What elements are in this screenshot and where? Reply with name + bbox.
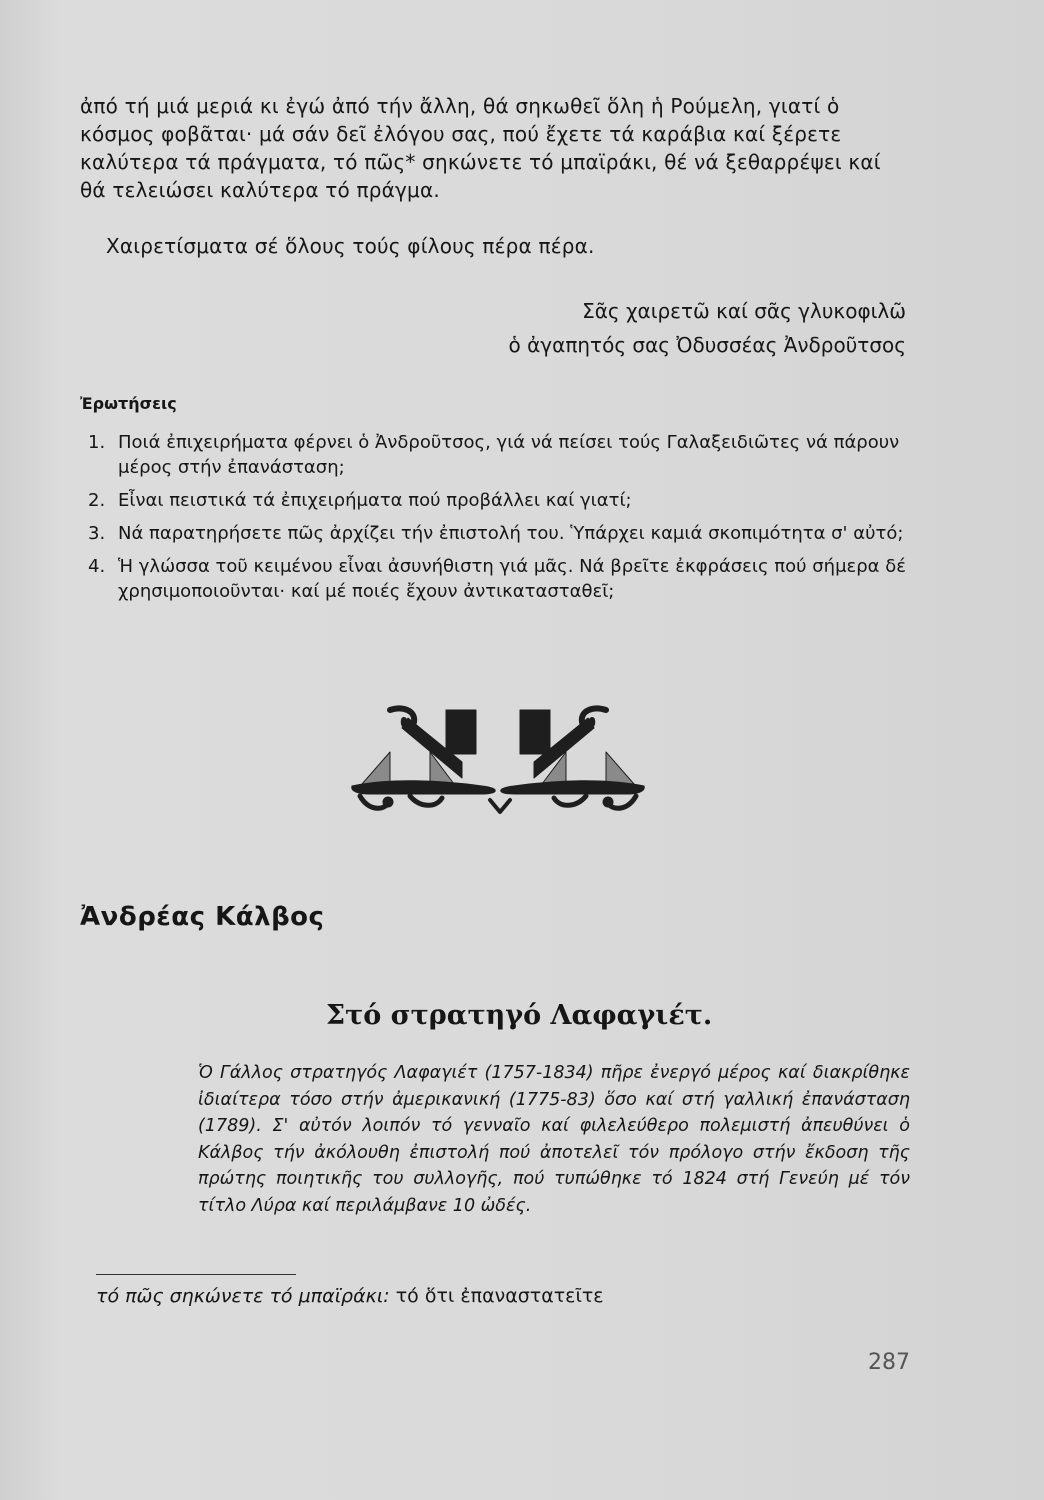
letter-paragraph: ἀπό τή μιά μεριά κι ἐγώ ἀπό τήν ἄλλη, θά σηκωθεῖ ὅλη ἡ Ρούμελη, γιατί ὁ κόσμος φοβᾶται· μά σάν δεῖ ἐλόγου σας, πού ἔχετε τά καράβια καί ξέρετε καλύτερα τά πράγματα, τό πῶς* σηκώνετε τό μπαϊράκι, θέ νά ξεθαρρέψει καί θά τελειώσει καλύτερα τό πράγμα. [80,94,881,202]
footnote-divider [96,1274,296,1275]
decorative-ornament-icon [350,700,646,818]
question-text: Νά παρατηρήσετε πῶς ἀρχίζει τήν ἐπιστολή του. Ὑπάρχει καμιά σκοπιμότητα σ' αὐτό; [118,523,904,544]
question-number: 2. [88,490,106,511]
letter-signature: ὁ ἀγαπητός σας Ὀδυσσέας Ἀνδροῦτσος [508,333,906,357]
footnote-term: τό πῶς σηκώνετε τό μπαϊράκι: [96,1285,390,1307]
page-number: 287 [868,1350,910,1375]
question-number: 1. [88,432,106,453]
question-item [88,554,918,604]
question-item [88,521,918,546]
author-heading: Ἀνδρέας Κάλβος [80,902,325,932]
footnote-definition: τό ὅτι ἐπαναστατεῖτε [395,1285,604,1307]
question-text: Εἶναι πειστικά τά ἐπιχειρήματα πού προβάλλει καί γιατί; [118,490,632,511]
letter-greeting: Χαιρετίσματα σέ ὅλους τούς φίλους πέρα πέρα. [106,234,595,258]
footnote [96,1285,604,1307]
questions-heading: Ἐρωτήσεις [80,394,177,413]
question-number: 3. [88,523,106,544]
question-text: Ποιά ἐπιχειρήματα φέρνει ὁ Ἀνδροῦτσος, γιά νά πείσει τούς Γαλαξειδιῶτες νά πάρουν μέρος στήν ἐπανάσταση; [118,432,900,478]
question-item [88,430,918,480]
letter-closing: Σᾶς χαιρετῶ καί σᾶς γλυκοφιλῶ [582,299,906,323]
question-number: 4. [88,556,106,577]
question-text: Ἡ γλώσσα τοῦ κειμένου εἶναι ἀσυνήθιστη γιά μᾶς. Νά βρεῖτε ἐκφράσεις πού σήμερα δέ χρησιμοποιοῦνται· καί μέ ποιές ἔχουν ἀντικατασταθεῖ; [118,556,907,602]
intro-paragraph: Ὁ Γάλλος στρατηγός Λαφαγιέτ (1757-1834) πῆρε ἐνεργό μέρος καί διακρίθηκε ἰδιαίτερα τόσο στήν ἀμερικανική (1775-83) ὅσο καί στή γαλλική ἐπανάσταση (1789). Σ' αὐτόν λοιπόν τό γενναῖο καί φιλελεύθερο πολεμιστή ἀπευθύνει ὁ Κάλβος τήν ἀκόλουθη ἐπιστολή πού ἀποτελεῖ τόν πρόλογο στήν ἔκδοση τῆς πρώτης ποιητικῆς του συλλογῆς, πού τυπώθηκε τό 1824 στή Γενεύη μέ τόν τίτλο Λύρα καί περιλάμβανε 10 ὠδές. [198,1063,910,1216]
questions-list [88,430,918,612]
question-item [88,488,918,513]
poem-title: Στό στρατηγό Λαφαγιέτ. [326,1000,713,1031]
